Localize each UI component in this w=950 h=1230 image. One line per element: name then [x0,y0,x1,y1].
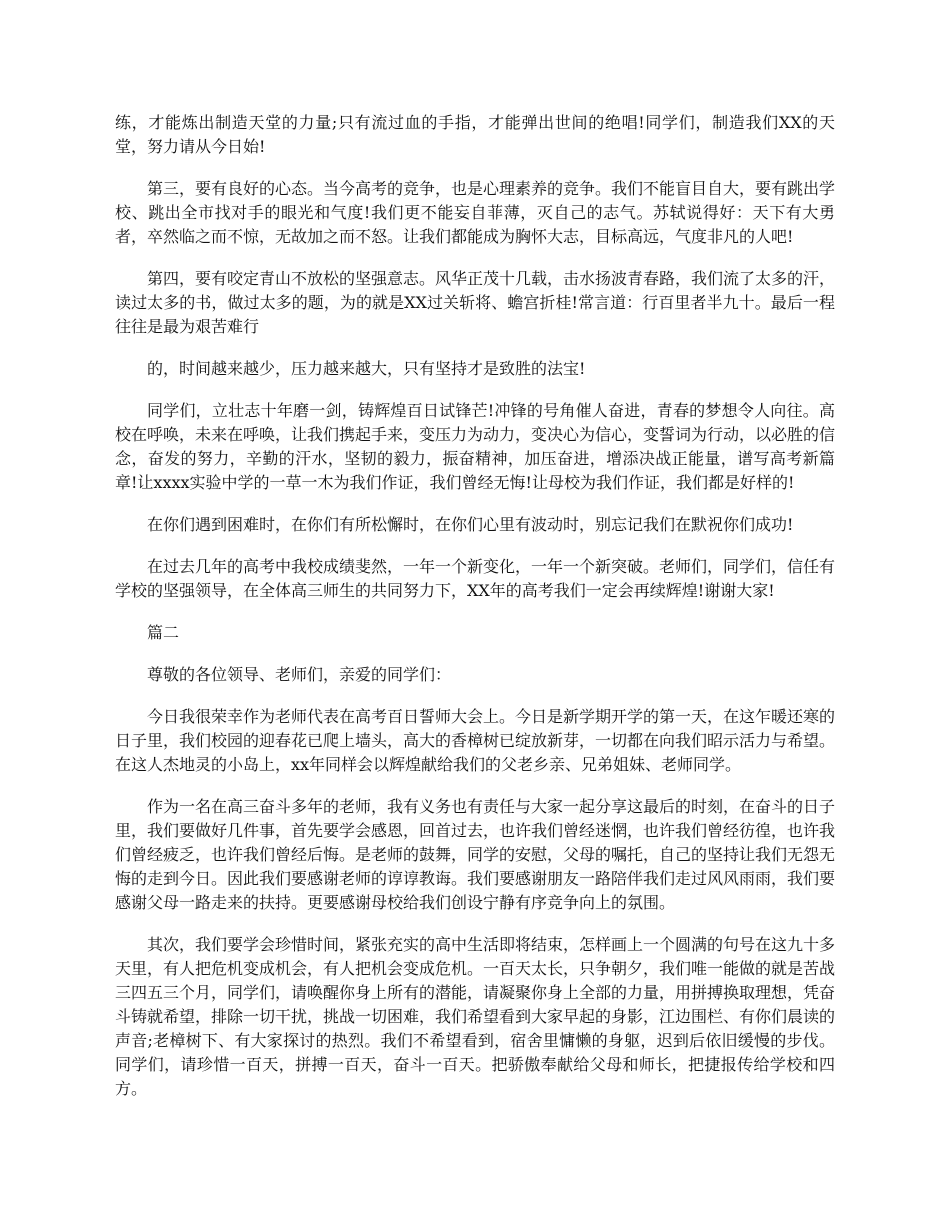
paragraph: 其次，我们要学会珍惜时间，紧张充实的高中生活即将结束，怎样画上一个圆满的句号在这九十多天里，有人把危机变成机会，有人把机会变成危机。一百天太长，只争朝夕，我们唯一能做的就是苦战三四五三个月，同学们，请唤醒你身上所有的潜能，请凝聚你身上全部的力量，用拼搏换取理想，凭奋斗铸就希望，排除一切干扰，挑战一切困难，我们希望看到大家早起的身影，江边围栏、有你们晨读的声音;老樟树下、有大家探讨的热烈。我们不希望看到，宿舍里慵懒的身躯，迟到后依旧缓慢的步伐。同学们，请珍惜一百天，拼搏一百天，奋斗一百天。把骄傲奉献给父母和师长，把捷报传给学校和四方。 [115,935,836,1098]
section-heading: 篇二 [147,623,180,642]
paragraph: 第三，要有良好的心态。当今高考的竞争，也是心理素养的竞争。我们不能盲目自大，要有跳出学校、跳出全市找对手的眼光和气度!我们更不能妄自菲薄，灭自己的志气。苏轼说得好：天下有大勇者，卒然临之而不惊，无故加之而不怒。让我们都能成为胸怀大志，目标高远，气度非凡的人吧! [115,179,836,246]
paragraph: 作为一名在高三奋斗多年的老师，我有义务也有责任与大家一起分享这最后的时刻，在奋斗的日子里，我们要做好几件事，首先要学会感恩，回首过去，也许我们曾经迷惘，也许我们曾经彷徨，也许我们曾经疲乏，也许我们曾经后悔。是老师的鼓舞，同学的安慰，父母的嘱托，自己的坚持让我们无怨无悔的走到今日。因此我们要感谢老师的谆谆教诲。我们要感谢朋友一路陪伴我们走过风风雨雨，我们要感谢父母一路走来的扶持。更要感谢母校给我们创设宁静有序竞争向上的氛围。 [115,797,836,912]
paragraph: 今日我很荣幸作为老师代表在高考百日誓师大会上。今日是新学期开学的第一天，在这乍暖还寒的日子里，我们校园的迎春花已爬上墙头，高大的香樟树已绽放新芽，一切都在向我们昭示活力与希望。在这人杰地灵的小岛上，xx年同样会以辉煌献给我们的父老乡亲、兄弟姐妹、老师同学。 [115,707,836,774]
paragraph: 在你们遇到困难时，在你们有所松懈时，在你们心里有波动时，别忘记我们在默祝你们成功! [147,515,794,534]
paragraph: 第四，要有咬定青山不放松的坚强意志。风华正茂十几载，击水扬波青春路，我们流了太多的汗，读过太多的书，做过太多的题，为的就是XX过关斩将、蟾宫折桂!常言道：行百里者半九十。最后一程往往是最为艰苦难行 [115,269,836,336]
document-body [115,111,835,1119]
paragraph: 同学们，立壮志十年磨一剑，铸辉煌百日试锋芒!冲锋的号角催人奋进，青春的梦想令人向往。高校在呼唤，未来在呼唤，让我们携起手来，变压力为动力，变决心为信心，变誓词为行动，以必胜的信念，奋发的努力，辛勤的汗水，坚韧的毅力，振奋精神，加压奋进，增添决战正能量，谱写高考新篇章!让xxxx实验中学的一草一木为我们作证，我们曾经无悔!让母校为我们作证，我们都是好样的! [115,401,836,492]
paragraph: 练，才能炼出制造天堂的力量;只有流过血的手指，才能弹出世间的绝唱!同学们，制造我们XX的天堂，努力请从今日始! [115,113,835,156]
salutation: 尊敬的各位领导、老师们，亲爱的同学们： [147,665,452,684]
paragraph: 的，时间越来越少，压力越来越大，只有坚持才是致胜的法宝! [147,359,586,378]
paragraph: 在过去几年的高考中我校成绩斐然，一年一个新变化，一年一个新突破。老师们，同学们，信任有学校的坚强领导，在全体高三师生的共同努力下，XX年的高考我们一定会再续辉煌!谢谢大家! [115,557,836,600]
